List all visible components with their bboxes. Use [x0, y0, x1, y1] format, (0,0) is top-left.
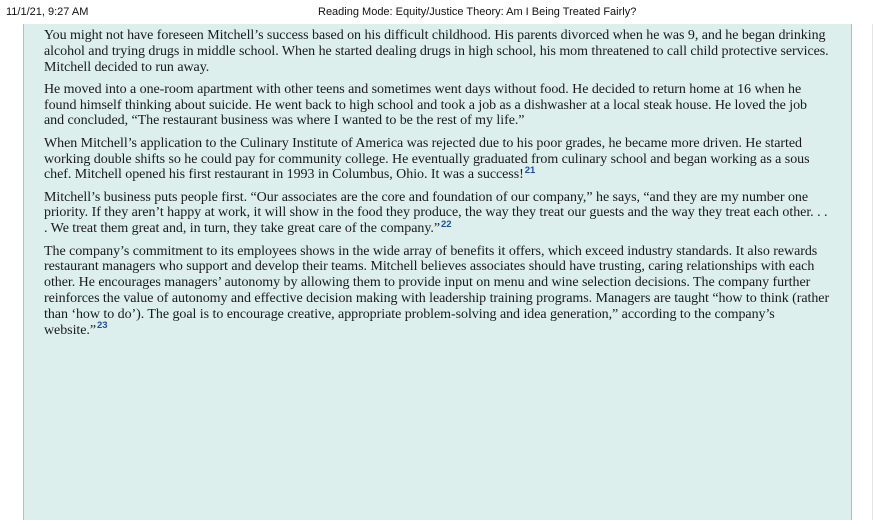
reading-panel	[23, 24, 852, 520]
footnote-link-21[interactable]: 21	[524, 164, 536, 176]
footnote-link-22[interactable]: 22	[441, 218, 452, 230]
page-title: Reading Mode: Equity/Justice Theory: Am I Being Treated Fairly?	[318, 6, 637, 18]
paragraph-1	[44, 28, 830, 75]
paragraph-2	[44, 82, 830, 129]
footnote-link-23[interactable]: 23	[97, 319, 108, 331]
print-header	[0, 0, 873, 24]
paragraph-text: You might not have foreseen Mitchell’s success based on his difficult childhood. His parents divorced when he was 9, and he began drinking alcohol and trying drugs in middle school. When he started dealing drugs in high school, his mom threatened to call child protective services. Mitchell decided to run away.	[44, 28, 829, 75]
print-datetime: 11/1/21, 9:27 AM	[6, 6, 89, 18]
paragraph-4	[44, 190, 830, 237]
paragraph-text: The company’s commitment to its employees shows in the wide array of benefits it offers, which exceed industry standards. It also rewards restaurant managers who support and develop their teams. Mitchell believes associates should have trusting, caring relationships with each other. He encourages managers’ autonomy by allowing them to provide input on menu and wine selection decisions. The company further reinforces the value of autonomy and effective decision making with leadership training programs. Managers are taught “how to think (rather than ‘how to do’). The goal is to encourage creative, appropriate problem-solving and idea generation,” according to the company’s website.”	[44, 243, 830, 338]
paragraph-text: Mitchell’s business puts people first. “Our associates are the core and foundation of our company,” he says, “and they are my number one priority. If they aren’t happy at work, it will show in the food they produce, the way they treat our guests and the way they treat each other. . . . We treat them great and, in turn, they take great care of the company.”	[44, 189, 828, 237]
paragraph-text: He moved into a one-room apartment with other teens and sometimes went days without food. He decided to return home at 16 when he found himself thinking about suicide. He went back to high school and took a job as a dishwasher at a local steak house. He loved the job and concluded, “The restaurant business was where I wanted to be the rest of my life.”	[44, 81, 807, 129]
reading-text	[44, 28, 830, 345]
paragraph-text: When Mitchell’s application to the Culinary Institute of America was rejected due to his poor grades, he became more driven. He started working double shifts so he could pay for community college. He eventually graduated from culinary school and began working as a sous chef. Mitchell opened his first restaurant in 1993 in Columbus, Ohio. It was a success!	[44, 135, 810, 183]
paragraph-3	[44, 136, 830, 183]
paragraph-5	[44, 244, 830, 339]
